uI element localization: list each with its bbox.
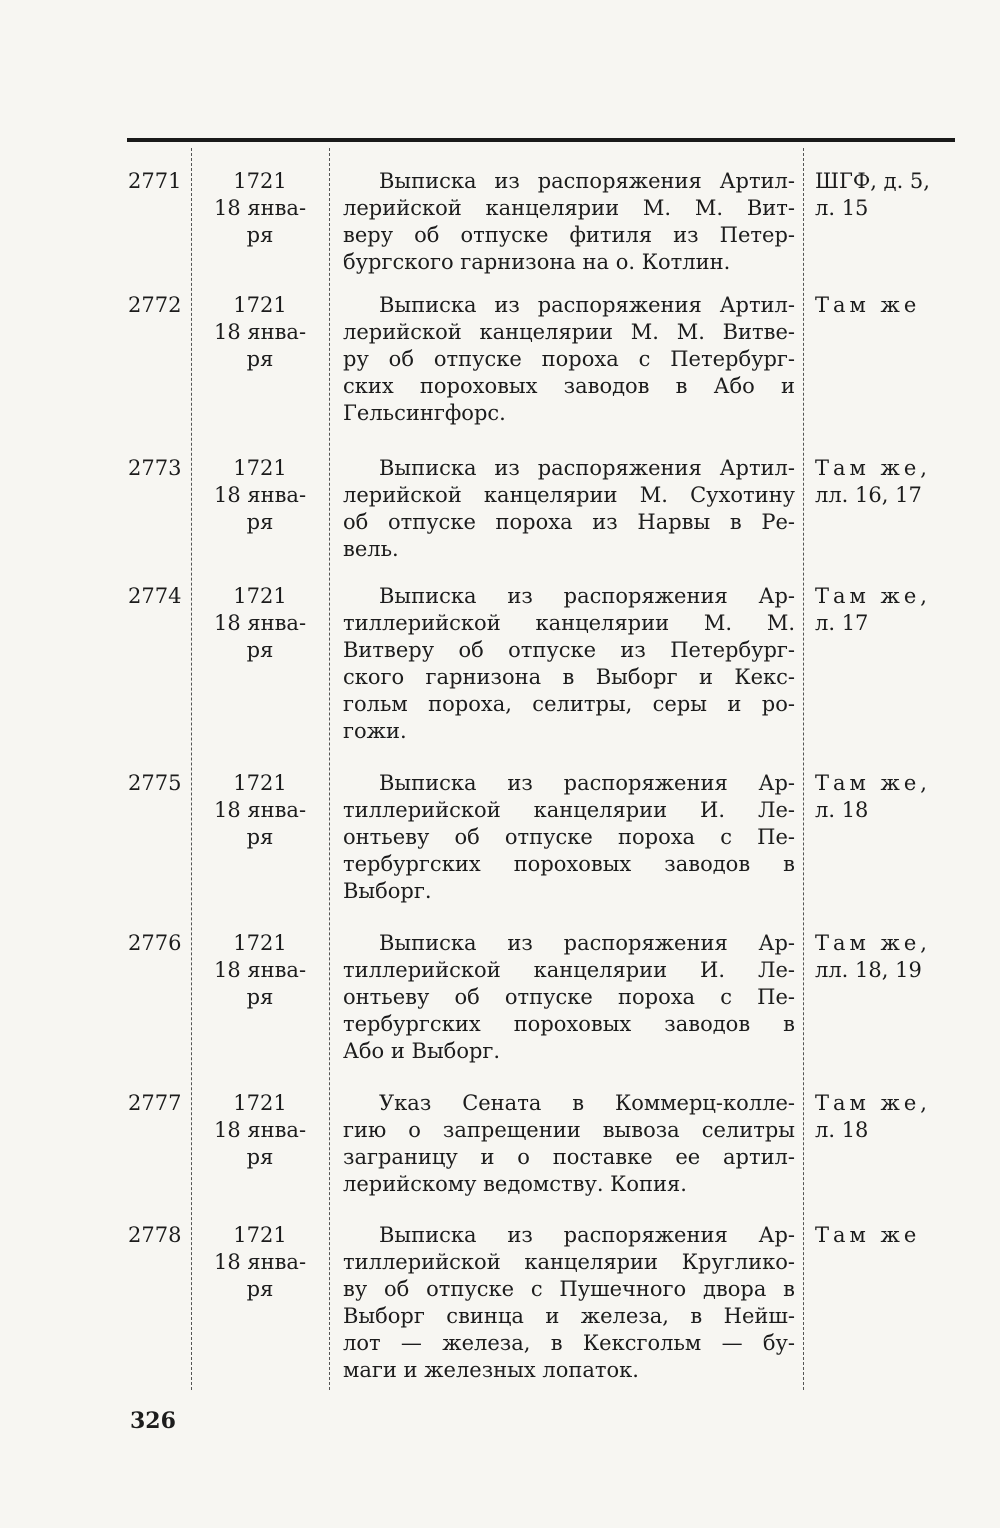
entry-year: 1721 [233,931,287,955]
entry-date-line: ря [246,223,274,247]
entry-reference [815,770,965,824]
entry-year: 1721 [233,293,287,317]
entry-description [343,455,795,563]
entry-description-line: вель. [343,537,399,561]
entry-description-line: веру об отпуске фитиля из Петер- [343,223,795,247]
entry-reference-line: л. 17 [815,611,869,635]
entry-description-line: лот — железа, в Кексгольм — бу- [343,1331,795,1355]
entry-description-line: Або и Выборг. [343,1039,501,1063]
entry-description-line: ру об отпуске пороха с Петербург- [343,347,795,371]
entry-reference-line: л. 18 [815,1118,869,1142]
entry-description-line: Выборг. [343,879,432,903]
entry-reference-line: лл. 18, 19 [815,958,922,982]
entry-date [196,930,324,1011]
entry-number: 2773 [128,456,182,480]
entry-number: 2777 [128,1091,182,1115]
entry-year: 1721 [233,456,287,480]
entry-description-line: Выборг свинца и железа, в Нейш- [343,1304,795,1328]
entry-description-line: Выписка из распоряжения Ар- [379,584,795,608]
column-divider [803,148,804,1390]
entry-reference [815,455,965,509]
entry-reference [815,583,965,637]
entry-reference-line: Там же, [815,771,931,795]
entry-date-line: 18 янва- [213,320,307,344]
entry-reference-line: ШГФ, д. 5, [815,169,930,193]
entry-description-line: ских пороховых заводов в Або и [343,374,795,398]
entry-description-line: гольм пороха, селитры, серы и ро- [343,692,795,716]
entry-description-line: Гельсингфорс. [343,401,506,425]
entry-date-line: 18 янва- [213,483,307,507]
entry-description-line: гию о запрещении вывоза селитры [343,1118,795,1142]
entry-reference [815,1222,965,1249]
entry-reference-line: лл. 16, 17 [815,483,922,507]
entry-date-line: 18 янва- [213,1250,307,1274]
header-rule [127,138,955,142]
entry-date-line: 18 янва- [213,611,307,635]
entry-number: 2778 [128,1223,182,1247]
entry-date-line: 18 янва- [213,1118,307,1142]
entry-description-line: Выписка из распоряжения Ар- [379,1223,795,1247]
entry-reference-line: Там же, [815,931,931,955]
entry-description-line: гожи. [343,719,407,743]
entry-description-line: тиллерийской канцелярии Круглико- [343,1250,795,1274]
entry-number: 2775 [128,771,182,795]
entry-description-line: Витверу об отпуске из Петербург- [343,638,795,662]
entry-date-line: 18 янва- [213,958,307,982]
entry-description-line: лерийскому ведомству. Копия. [343,1172,687,1196]
column-divider [329,148,330,1390]
entry-description-line: Выписка из распоряжения Ар- [379,771,795,795]
entry-description-line: лерийской канцелярии М. М. Витве- [343,320,795,344]
entry-description-line: тиллерийской канцелярии М. М. [343,611,795,635]
entry-date-line: ря [246,510,274,534]
entry-description [343,168,795,276]
entry-date-line: 18 янва- [213,798,307,822]
entry-date-line: ря [246,1277,274,1301]
entry-description [343,1090,795,1198]
entry-description-line: заграницу и о поставке ее артил- [343,1145,795,1169]
entry-year: 1721 [233,771,287,795]
entry-number: 2772 [128,293,182,317]
column-divider [191,148,192,1390]
entry-reference-line: Там же, [815,584,931,608]
entry-date [196,168,324,249]
entry-reference-line: Там же, [815,1091,931,1115]
entry-date-line: ря [246,638,274,662]
entry-date-line: ря [246,1145,274,1169]
entry-description-line: тербургских пороховых заводов в [343,852,795,876]
entry-description-line: тербургских пороховых заводов в [343,1012,795,1036]
entry-date [196,1090,324,1171]
entry-description-line: ского гарнизона в Выборг и Кекс- [343,665,795,689]
entry-reference [815,1090,965,1144]
entry-number: 2771 [128,169,182,193]
entry-description-line: тиллерийской канцелярии И. Ле- [343,798,795,822]
entry-date [196,770,324,851]
entry-description-line: лерийской канцелярии М. М. Вит- [343,196,795,220]
entry-date-line: ря [246,985,274,1009]
entry-date [196,292,324,373]
entry-description-line: онтьеву об отпуске пороха с Пе- [343,985,795,1009]
entry-date-line: ря [246,347,274,371]
entry-description-line: тиллерийской канцелярии И. Ле- [343,958,795,982]
entry-reference-line: Там же, [815,456,931,480]
entry-description-line: Выписка из распоряжения Артил- [379,169,795,193]
entry-number: 2776 [128,931,182,955]
entry-description-line: лерийской канцелярии М. Сухотину [343,483,795,507]
entry-date [196,455,324,536]
page-number: 326 [130,1408,176,1434]
entry-date [196,1222,324,1303]
entry-description-line: маги и железных лопаток. [343,1358,639,1382]
entry-date-line: 18 янва- [213,196,307,220]
entry-date-line: ря [246,825,274,849]
entry-reference [815,292,965,319]
entry-description [343,1222,795,1384]
entry-description [343,770,795,905]
entry-description-line: бургского гарнизона на о. Котлин. [343,250,731,274]
entry-description-line: онтьеву об отпуске пороха с Пе- [343,825,795,849]
entry-description [343,292,795,427]
entry-description-line: Выписка из распоряжения Артил- [379,293,795,317]
entry-description-line: Выписка из распоряжения Ар- [379,931,795,955]
entry-reference-line: л. 18 [815,798,869,822]
entry-year: 1721 [233,1223,287,1247]
entry-description-line: ву об отпуске с Пушечного двора в [343,1277,795,1301]
entry-reference-line: Там же [815,1223,921,1247]
entry-description-line: Указ Сената в Коммерц-колле- [379,1091,795,1115]
entry-reference [815,930,965,984]
entry-year: 1721 [233,584,287,608]
entry-year: 1721 [233,1091,287,1115]
entry-number: 2774 [128,584,182,608]
entry-reference [815,168,965,222]
entry-description [343,583,795,745]
entry-description-line: Выписка из распоряжения Артил- [379,456,795,480]
entry-description [343,930,795,1065]
entry-date [196,583,324,664]
entry-year: 1721 [233,169,287,193]
entry-reference-line: л. 15 [815,196,869,220]
entry-description-line: об отпуске пороха из Нарвы в Ре- [343,510,795,534]
entry-reference-line: Там же [815,293,921,317]
